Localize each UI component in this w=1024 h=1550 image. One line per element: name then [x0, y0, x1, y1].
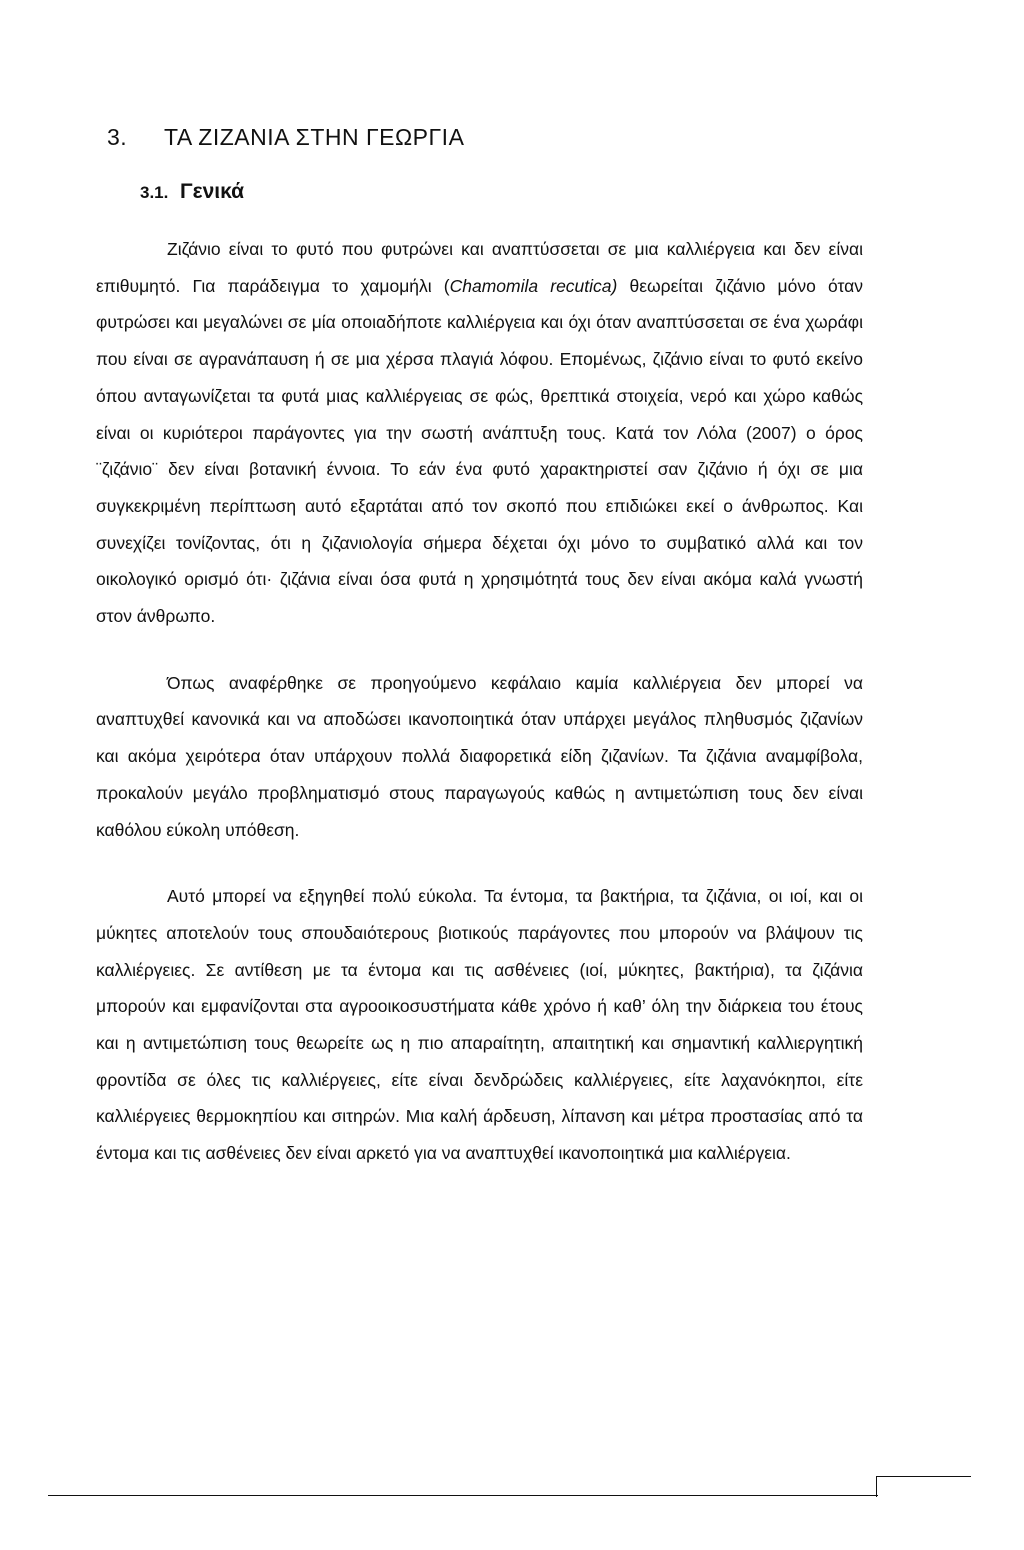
footer-corner-mark: [876, 1476, 971, 1497]
section-number: 3.1.: [140, 183, 169, 202]
paragraph-2: Όπως αναφέρθηκε σε προηγούμενο κεφάλαιο καμία καλλιέργεια δεν μπορεί να αναπτυχθεί κανονικά και να αποδώσει ικανοποιητικά όταν υπάρχει μεγάλος πληθυσμός ζιζανίων και ακόμα χειρότερα όταν υπάρχουν πολλά διαφορετικά είδη ζιζανίων. Τα ζιζάνια αναμφίβολα, προκαλούν μεγάλο προβληματισμό στους παραγωγούς καθώς η αντιμετώπιση τους δεν είναι καθόλου εύκολη υπόθεση.: [96, 672, 863, 840]
paragraph-1-part-b: θεωρείται ζιζάνιο μόνο όταν φυτρώσει και μεγαλώνει σε μία οποιαδήποτε καλλιέργεια και όχι όταν αναπτύσσεται σε ένα χωράφι που είναι σε αγρανάπαυση ή σε μια χέρσα πλαγιά λόφου. Επομένως, ζιζάνιο είναι το φυτό εκείνο όπου ανταγωνίζεται τα φυτά μιας καλλιέργειας σε φώς, θρεπτικά στοιχεία, νερό και χώρο καθώς είναι οι κυριότεροι παράγοντες για την σωστή ανάπτυξη τους. Κατά τον Λόλα (2007) ο όρος ¨ζιζάνιο¨ δεν είναι βοτανική έννοια. Το εάν ένα φυτό χαρακτηριστεί σαν ζιζάνιο ή όχι σε μια συγκεκριμένη περίπτωση αυτό εξαρτάται από τον σκοπό που επιδιώκει εκεί ο άνθρωπος. Και συνεχίζει τονίζοντας, ότι η ζιζανιολογία σήμερα δέχεται όχι μόνο το συμβατικό αλλά και τον οικολογικό ορισμό ότι· ζιζάνια είναι όσα φυτά η χρησιμότητά τους δεν είναι ακόμα καλά γνωστή στον άνθρωπο.: [96, 275, 863, 627]
chapter-number: 3.: [107, 124, 128, 150]
section-heading: [140, 180, 244, 204]
chapter-title: ΤΑ ΖΙΖΑΝΙΑ ΣΤΗΝ ΓΕΩΡΓΙΑ: [164, 124, 465, 150]
paragraph-1-part-a: Ζιζάνιο είναι το φυτό που φυτρώνει και αναπτύσσεται σε μια καλλιέργεια και δεν είναι επιθυμητό. Για παράδειγμα το χαμομήλι (: [96, 239, 863, 296]
chapter-heading: [107, 124, 464, 151]
body-text: [96, 231, 863, 1172]
paragraph-1: [96, 231, 863, 635]
section-title: Γενικά: [180, 180, 245, 203]
paragraph-3: Αυτό μπορεί να εξηγηθεί πολύ εύκολα. Τα έντομα, τα βακτήρια, τα ζιζάνια, οι ιοί, και οι μύκητες αποτελούν τους σπουδαιότερους βιοτικούς παράγοντες που μπορούν να βλάψουν τις καλλιέργειες. Σε αντίθεση με τα έντομα και τις ασθένειες (ιοί, μύκητες, βακτήρια), τα ζιζάνια μπορούν και εμφανίζονται στα αγροοικοσυστήματα κάθε χρόνο ή καθ’ όλη την διάρκεια του έτους και η αντιμετώπιση τους θεωρείτε ως η πιο απαραίτητη, απαιτητική και σημαντική καλλιεργητική φροντίδα σε όλες τις καλλιέργειες, είτε είναι δενδρώδεις καλλιέργειες, είτε λαχανόκηποι, είτε καλλιέργειες θερμοκηπίου και σιτηρών. Μια καλή άρδευση, λίπανση και μέτρα προστασίας από τα έντομα και τις ασθένειες δεν είναι αρκετό για να αναπτυχθεί ικανοποιητικά μια καλλιέργεια.: [96, 886, 863, 1164]
footer-rule: [48, 1495, 878, 1496]
species-name: Chamomila recutica): [449, 275, 618, 296]
